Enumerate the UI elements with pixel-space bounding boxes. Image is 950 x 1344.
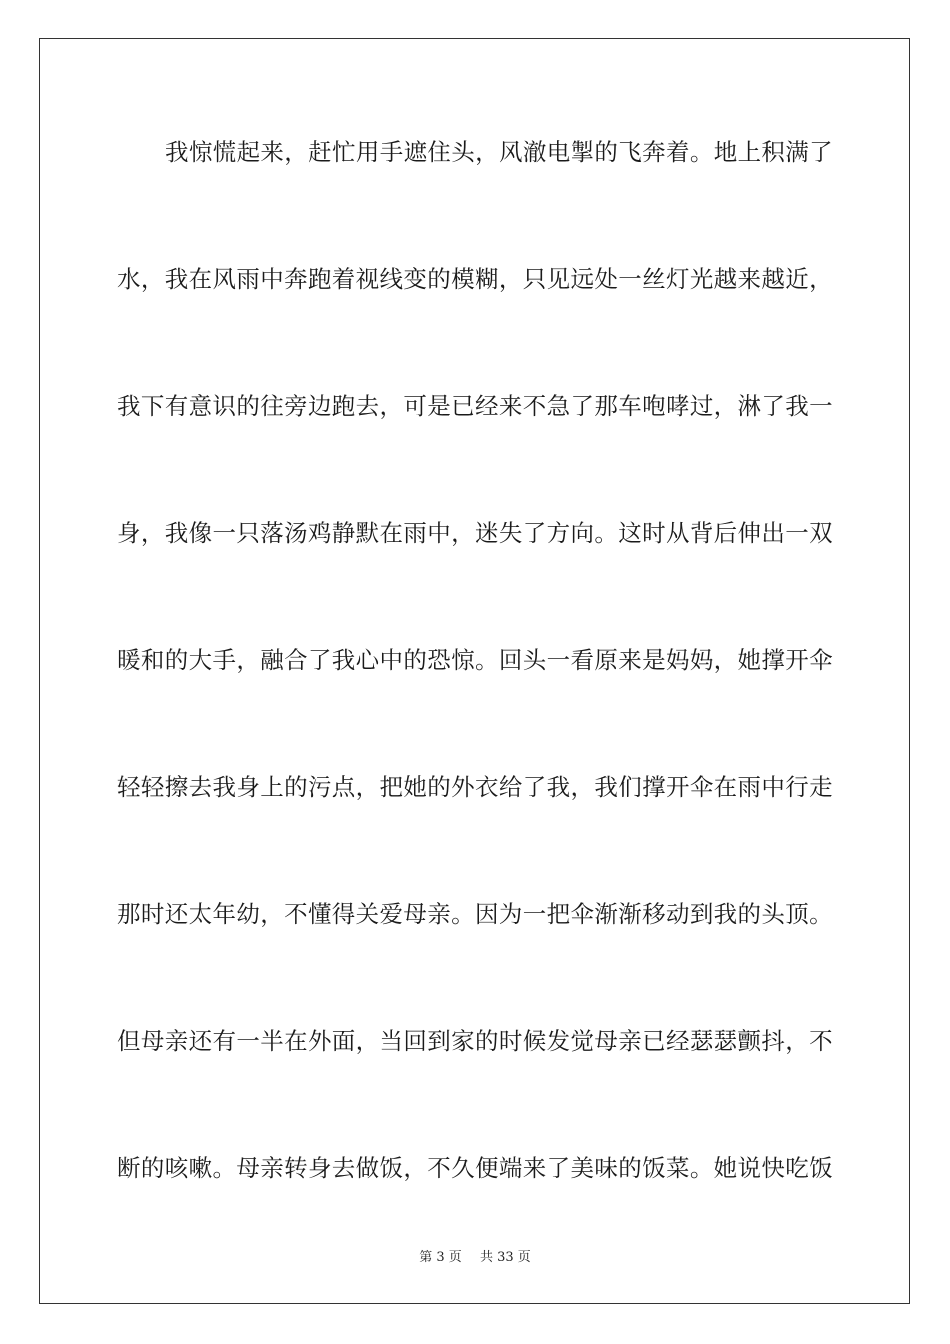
text-line-5: 暖和的大手，融合了我心中的恐惊。回头一看原来是妈妈，她撑开伞 (117, 646, 833, 674)
page-number: 第 3 页 (419, 1250, 462, 1265)
text-line-1: 我惊慌起来，赶忙用手遮住头，风澈电掣的飞奔着。地上积满了 (165, 138, 833, 166)
text-line-6: 轻轻擦去我身上的污点，把她的外衣给了我，我们撑开伞在雨中行走 (117, 773, 833, 801)
text-line-7: 那时还太年幼，不懂得关爱母亲。因为一把伞渐渐移动到我的头顶。 (117, 900, 833, 928)
text-line-9: 断的咳嗽。母亲转身去做饭，不久便端来了美味的饭菜。她说快吃饭 (117, 1154, 833, 1182)
page-count: 共 33 页 (479, 1250, 531, 1265)
text-line-8: 但母亲还有一半在外面，当回到家的时候发觉母亲已经瑟瑟颤抖，不 (117, 1027, 833, 1055)
page-footer (0, 1246, 950, 1265)
text-line-4: 身，我像一只落汤鸡静默在雨中，迷失了方向。这时从背后伸出一双 (117, 519, 833, 547)
text-line-2: 水，我在风雨中奔跑着视线变的模糊，只见远处一丝灯光越来越近， (117, 265, 833, 293)
document-body (117, 127, 833, 1270)
text-line-3: 我下有意识的往旁边跑去，可是已经来不急了那车咆哮过，淋了我一 (117, 392, 833, 420)
